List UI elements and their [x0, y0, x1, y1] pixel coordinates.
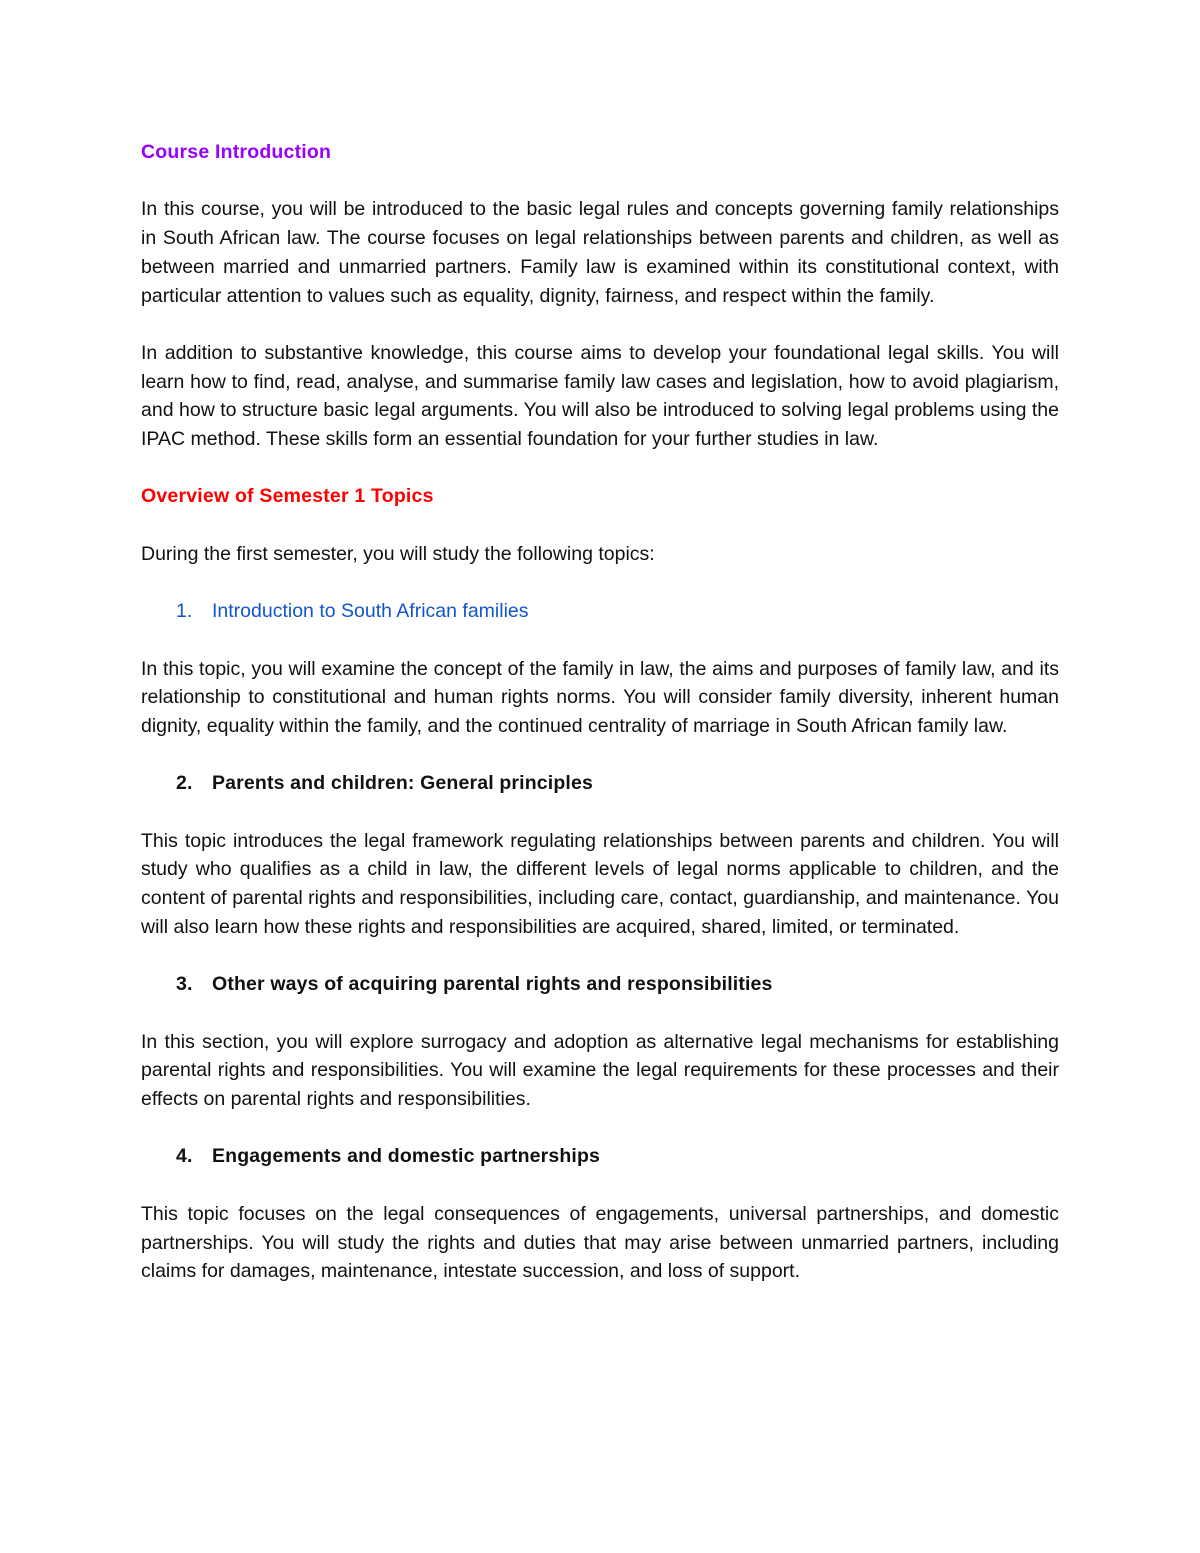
topic-4-title-text: Engagements and domestic partnerships — [212, 1145, 601, 1168]
topic-3-title — [141, 970, 1059, 999]
overview-intro: During the first semester, you will study the following topics: — [141, 542, 655, 565]
topic-4-number: 4. — [176, 1145, 193, 1168]
topic-3-title-text: Other ways of acquiring parental rights and responsibilities — [212, 973, 773, 996]
course-intro-paragraph-2: In addition to substantive knowledge, this course aims to develop your foundational legal skills. You will learn how to find, read, analyse, and summarise family law cases and legislation, how to avoid plagiarism, and how to structure basic legal arguments. You will also be introduced to solving legal problems using the IPAC method. These skills form an essential foundation for your further studies in law. — [141, 341, 1059, 450]
topic-2-body: This topic introduces the legal framework regulating relationships between parents and children. You will study who qualifies as a child in law, the different levels of legal norms applicable to children, and the content of parental rights and responsibilities, including care, contact, guardianship, and maintenance. You will also learn how these rights and responsibilities are acquired, shared, limited, or terminated. — [141, 829, 1059, 938]
document-page — [141, 138, 1059, 1315]
topic-2-number: 2. — [176, 772, 193, 795]
course-introduction-heading: Course Introduction — [141, 141, 332, 163]
topic-2-title — [141, 769, 1059, 798]
topic-1-title-text: Introduction to South African families — [212, 600, 529, 623]
overview-heading: Overview of Semester 1 Topics — [141, 485, 434, 508]
topic-4-title — [141, 1142, 1059, 1171]
topic-1-body: In this topic, you will examine the concept of the family in law, the aims and purposes of family law, and its relationship to constitutional and human rights norms. You will consider family diversity, inherent human dignity, equality within the family, and the continued centrality of marriage in South African family law. — [141, 657, 1059, 737]
topic-1-title — [141, 597, 1059, 626]
topic-4-body: This topic focuses on the legal consequences of engagements, universal partnerships, and domestic partnerships. You will study the rights and duties that may arise between unmarried partners, including claims for damages, maintenance, intestate succession, and loss of support. — [141, 1202, 1059, 1283]
topic-1-number: 1. — [176, 600, 193, 623]
topic-3-number: 3. — [176, 973, 193, 996]
topic-2-title-text: Parents and children: General principles — [212, 772, 593, 795]
topic-3-body: In this section, you will explore surrogacy and adoption as alternative legal mechanisms for establishing parental rights and responsibilities. You will examine the legal requirements for these processes and their effects on parental rights and responsibilities. — [141, 1030, 1059, 1111]
course-intro-paragraph-1: In this course, you will be introduced to the basic legal rules and concepts governing family relationships in South African law. The course focuses on legal relationships between parents and children, as well as between married and unmarried partners. Family law is examined within its constitutional context, with particular attention to values such as equality, dignity, fairness, and respect within the family. — [141, 198, 1059, 307]
